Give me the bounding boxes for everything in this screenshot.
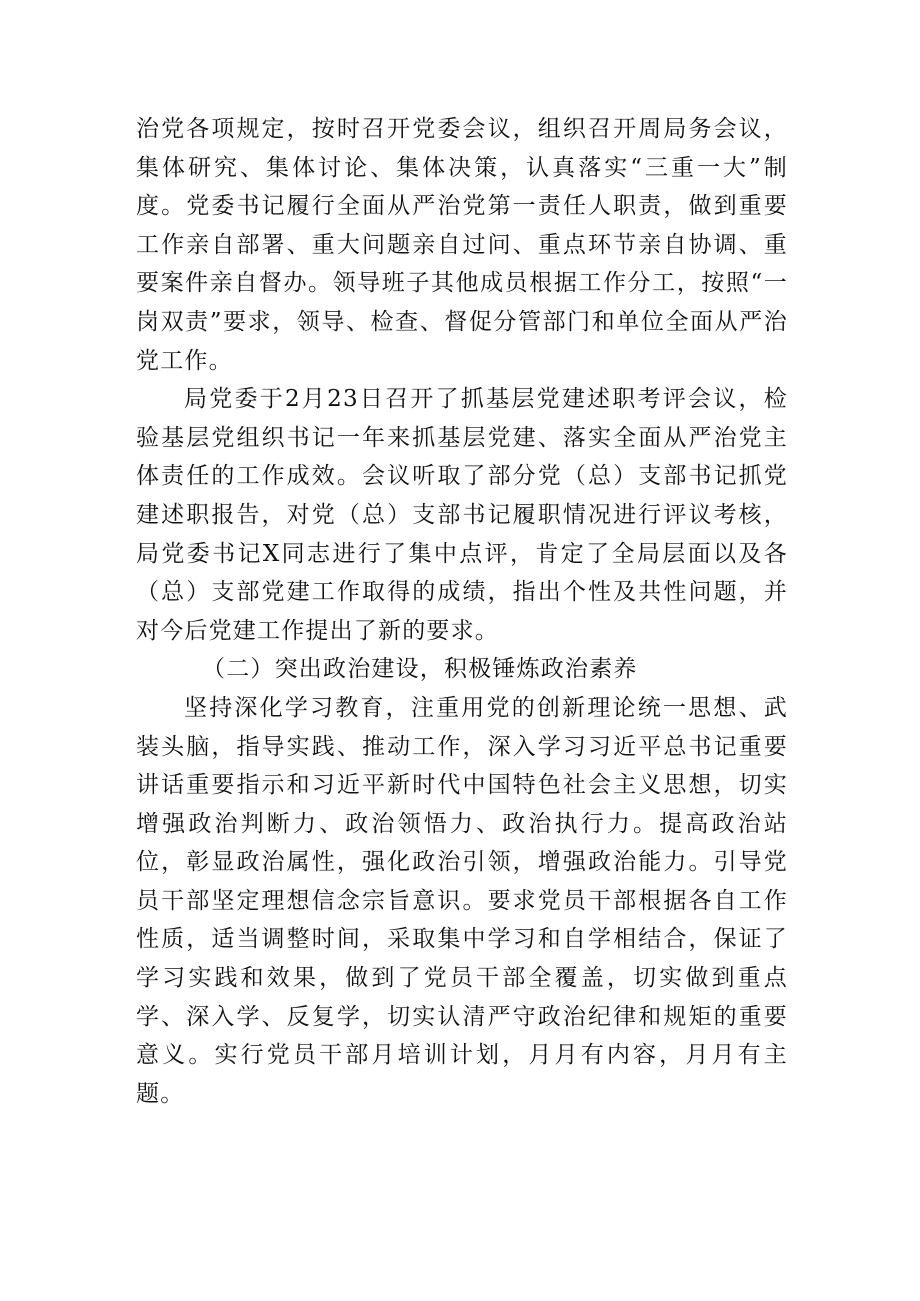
paragraph-continuation: 治党各项规定，按时召开党委会议，组织召开周局务会议，集体研究、集体讨论、集体决策，认真落实“三重一大”制度。党委书记履行全面从严治党第一责任人职责，做到重要工作亲自部署、重大问题亲自过问、重点环节亲自协调、重要案件亲自督办。领导班子其他成员根据工作分工，按照“一岗双责”要求，领导、检查、督促分管部门和单位全面从严治党工作。 bbox=[136, 116, 788, 374]
paragraph-study: 坚持深化学习教育，注重用党的创新理论统一思想、武装头脑，指导实践、推动工作，深入学习习近平总书记重要讲话重要指示和习近平新时代中国特色社会主义思想，切实增强政治判断力、政治领悟力、政治执行力。提高政治站位，彰显政治属性，强化政治引领，增强政治能力。引导党员干部坚定理想信念宗旨意识。要求党员干部根据各自工作性质，适当调整时间，采取集中学习和自学相结合，保证了学习实践和效果，做到了党员干部全覆盖，切实做到重点学、深入学、反复学，切实认清严守政治纪律和规矩的重要意义。实行党员干部月培训计划，月月有内容，月月有主题。 bbox=[136, 694, 788, 1107]
section-heading: （二）突出政治建设，积极锤炼政治素养 bbox=[202, 656, 638, 683]
paragraph-meeting: 局党委于2月23日召开了抓基层党建述职考评会议，检验基层党组织书记一年来抓基层党建、落实全面从严治党主体责任的工作成效。会议听取了部分党（总）支部书记抓党建述职报告，对党（总）支部书记履职情况进行评议考核，局党委书记X同志进行了集中点评，肯定了全局层面以及各（总）支部党建工作取得的成绩，指出个性及共性问题，并对今后党建工作提出了新的要求。 bbox=[136, 386, 788, 644]
document-page bbox=[136, 110, 788, 1113]
